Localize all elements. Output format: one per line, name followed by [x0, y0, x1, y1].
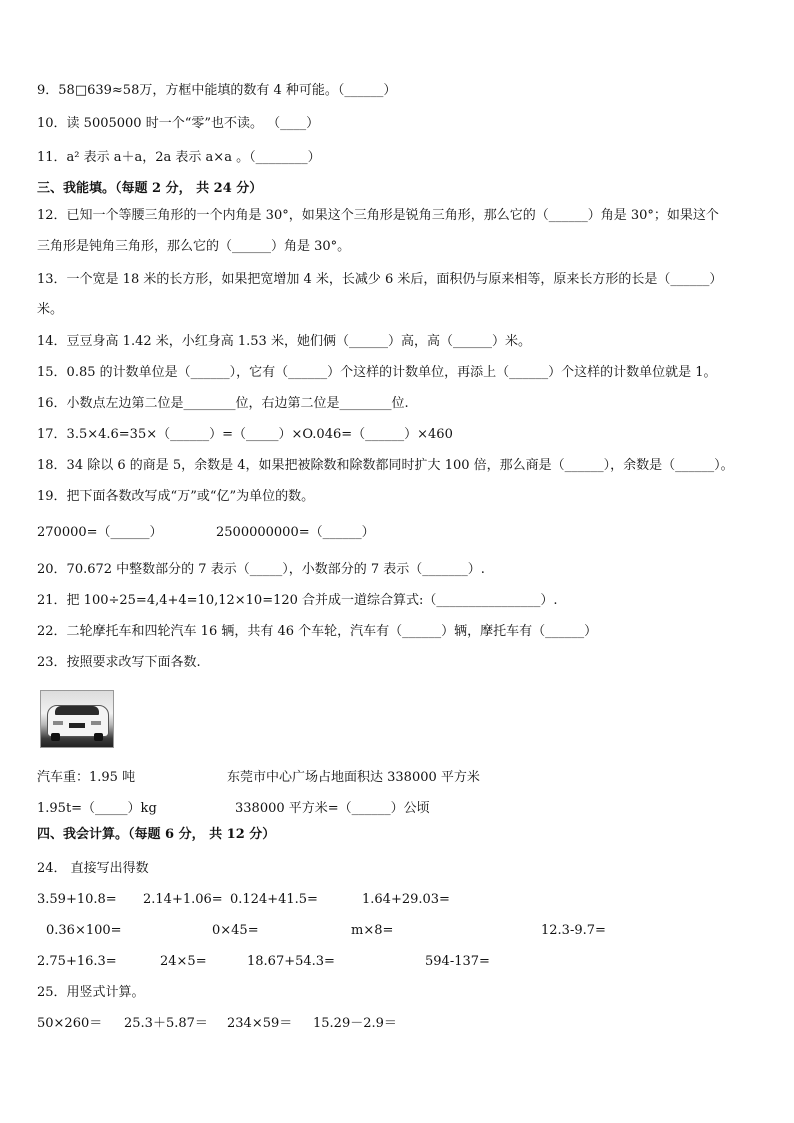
question-11: 11．a² 表示 a＋a，2a 表示 a×a 。（________）	[37, 150, 321, 165]
question-10: 10．读 5005000 时一个“零”也不读。 （____）	[37, 116, 320, 131]
calc-item: 18.67+54.3=	[247, 954, 335, 969]
vertical-calc-item: 234×59＝	[227, 1016, 293, 1031]
question-17: 17．3.5×4.6=35×（______）=（_____）×O.046=（______）×460	[37, 427, 453, 442]
vertical-calc-item: 15.29－2.9＝	[313, 1016, 397, 1031]
question-22: 22．二轮摩托车和四轮汽车 16 辆，共有 46 个车轮，汽车有（______）辆，摩托车有（______）	[37, 624, 598, 639]
question-23-car-weight: 汽车重：1.95 吨	[37, 770, 136, 785]
calc-item: m×8=	[351, 923, 394, 938]
question-19-item-b: 2500000000=（______）	[216, 525, 375, 540]
question-9: 9．58□639≈58万，方框中能填的数有 4 种可能。（______）	[37, 83, 397, 98]
question-13-line1: 13．一个宽是 18 米的长方形，如果把宽增加 4 米，长减少 6 米后，面积仍与原来相等，原来长方形的长是（______）	[37, 272, 723, 287]
question-14: 14．豆豆身高 1.42 米，小红身高 1.53 米，她们俩（______）高，高（______）米。	[37, 334, 531, 349]
calc-item: 0.124+41.5=	[230, 892, 318, 907]
calc-item: 2.75+16.3=	[37, 954, 117, 969]
question-23-weight-conversion: 1.95t=（_____）kg	[37, 801, 157, 816]
question-25: 25．用竖式计算。	[37, 985, 145, 1000]
question-23-area: 东莞市中心广场占地面积达 338000 平方米	[227, 770, 480, 785]
question-24: 24． 直接写出得数	[37, 861, 149, 876]
vertical-calc-item: 25.3＋5.87＝	[124, 1016, 208, 1031]
car-photo	[40, 690, 114, 748]
question-19-item-a: 270000=（______）	[37, 525, 163, 540]
calc-item: 0×45=	[212, 923, 259, 938]
question-15: 15．0.85 的计数单位是（______），它有（______）个这样的计数单位，再添上（______）个这样的计数单位就是 1。	[37, 365, 717, 380]
vertical-calc-item: 50×260＝	[37, 1016, 103, 1031]
calc-item: 2.14+1.06=	[143, 892, 223, 907]
question-21: 21．把 100÷25=4,4+4=10,12×10=120 合并成一道综合算式:（________________）.	[37, 593, 558, 608]
question-23-area-conversion: 338000 平方米=（______）公顷	[235, 801, 430, 816]
calc-item: 1.64+29.03=	[362, 892, 450, 907]
question-12-line2: 三角形是钝角三角形，那么它的（______）角是 30°。	[37, 239, 351, 254]
question-20: 20．70.672 中整数部分的 7 表示（_____），小数部分的 7 表示（_______）.	[37, 562, 485, 577]
calc-item: 24×5=	[160, 954, 207, 969]
question-12-line1: 12．已知一个等腰三角形的一个内角是 30°，如果这个三角形是锐角三角形，那么它的（______）角是 30°；如果这个	[37, 208, 719, 223]
calc-item: 594-137=	[425, 954, 490, 969]
calc-item: 12.3-9.7=	[541, 923, 606, 938]
question-23: 23．按照要求改写下面各数.	[37, 655, 201, 670]
calc-item: 3.59+10.8=	[37, 892, 117, 907]
calc-item: 0.36×100=	[46, 923, 122, 938]
question-13-line2: 米。	[37, 302, 64, 317]
section-3-heading: 三、我能填。（每题 2 分， 共 24 分）	[37, 181, 263, 196]
question-16: 16．小数点左边第二位是________位，右边第二位是________位.	[37, 396, 409, 411]
section-4-heading: 四、我会计算。（每题 6 分， 共 12 分）	[37, 827, 276, 842]
question-18: 18．34 除以 6 的商是 5，余数是 4，如果把被除数和除数都同时扩大 100 倍，那么商是（______），余数是（______）。	[37, 458, 734, 473]
question-19: 19．把下面各数改写成“万”或“亿”为单位的数。	[37, 489, 315, 504]
